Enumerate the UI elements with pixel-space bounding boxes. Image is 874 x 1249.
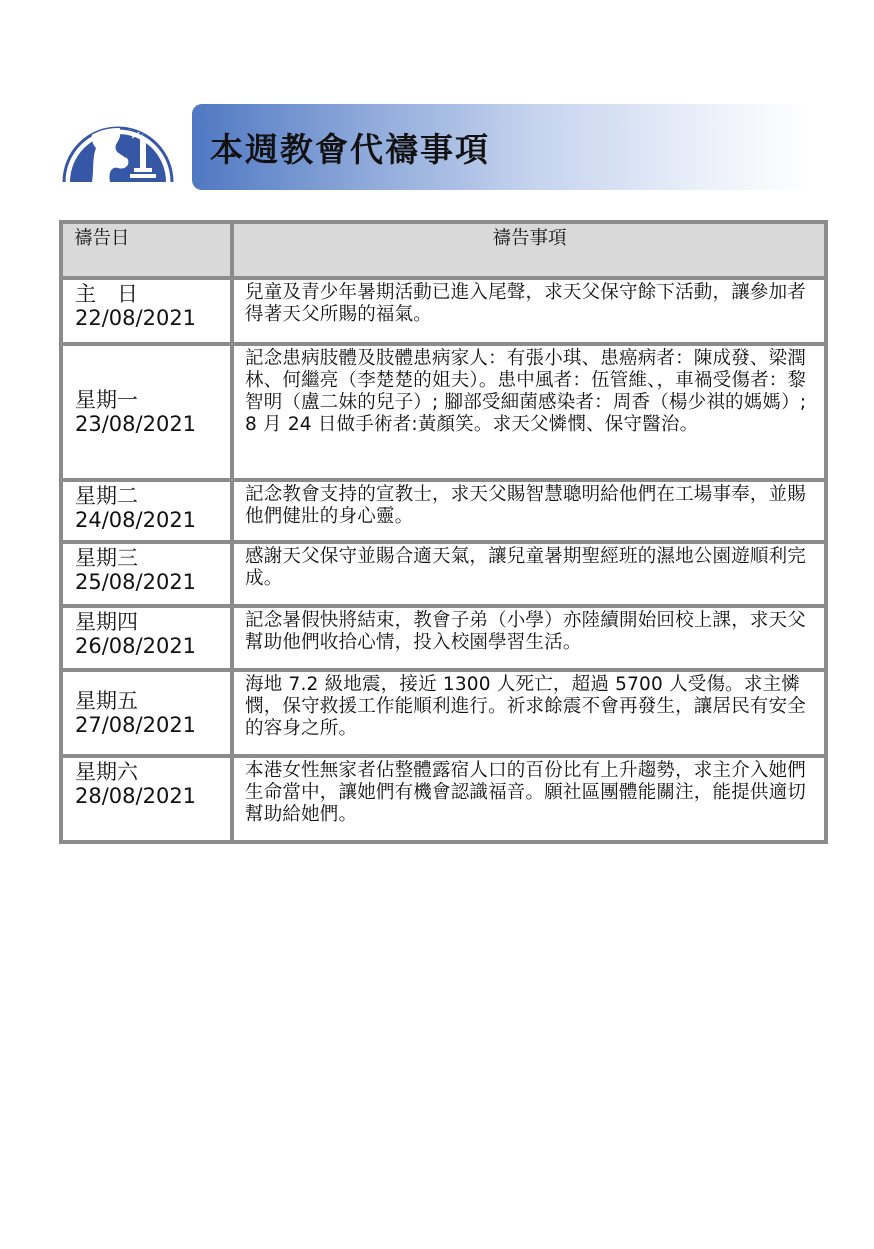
table-row	[61, 670, 826, 756]
day-name: 星期四	[75, 610, 138, 634]
prayer-item: 本港女性無家者佔整體露宿人口的百份比有上升趨勢，求主介入她們生命當中，讓她們有機會認識福音。願社區團體能關注，能提供適切幫助給她們。	[232, 756, 826, 842]
table-row	[61, 756, 826, 842]
title-banner	[192, 104, 812, 190]
column-header-item: 禱告事項	[232, 222, 826, 278]
day-name: 主 日	[75, 282, 138, 306]
column-header-day: 禱告日	[61, 222, 232, 278]
prayer-item: 海地 7.2 級地震，接近 1300 人死亡，超過 5700 人受傷。求主憐憫，保守救援工作能順利進行。祈求餘震不會再發生，讓居民有安全的容身之所。	[232, 670, 826, 756]
prayer-item: 感謝天父保守並賜合適天氣，讓兒童暑期聖經班的濕地公園遊順利完成。	[232, 542, 826, 606]
day-date: 25/08/2021	[75, 570, 197, 594]
day-cell	[61, 542, 232, 606]
prayer-item: 記念教會支持的宣教士，求天父賜智慧聰明給他們在工場事奉，並賜他們健壯的身心靈。	[232, 480, 826, 542]
prayer-item: 兒童及青少年暑期活動已進入尾聲，求天父保守餘下活動，讓參加者得著天父所賜的福氣。	[232, 278, 826, 344]
day-cell	[61, 670, 232, 756]
prayer-item: 記念患病肢體及肢體患病家人：有張小琪、患癌病者：陳成發、梁潤林、何繼亮（李楚楚的姐夫）。患中風者：伍管維、，車禍受傷者：黎智明（盧二妹的兒子）; 腳部受細菌感染者：周香（楊少祺的媽媽）; 8 月 24 日做手術者:黃顏笑。求天父憐憫、保守醫治。	[232, 344, 826, 480]
table-row	[61, 278, 826, 344]
day-name: 星期二	[75, 484, 138, 508]
day-name: 星期一	[75, 388, 138, 412]
day-date: 27/08/2021	[75, 713, 197, 737]
day-date: 26/08/2021	[75, 634, 197, 658]
table-row	[61, 606, 826, 670]
day-cell	[61, 344, 232, 480]
day-date: 23/08/2021	[75, 412, 197, 436]
day-cell	[61, 606, 232, 670]
prayer-table	[59, 220, 828, 844]
church-logo-icon	[62, 96, 174, 184]
day-name: 星期三	[75, 546, 138, 570]
day-date: 28/08/2021	[75, 784, 197, 808]
table-row	[61, 344, 826, 480]
table-row	[61, 542, 826, 606]
page-title: 本週教會代禱事項	[210, 130, 490, 169]
table-header-row	[61, 222, 826, 278]
prayer-item: 記念暑假快將結束，教會子弟（小學）亦陸續開始回校上課，求天父幫助他們收拾心情，投入校園學習生活。	[232, 606, 826, 670]
day-name: 星期六	[75, 760, 138, 784]
day-name: 星期五	[75, 689, 138, 713]
day-date: 24/08/2021	[75, 508, 197, 532]
day-cell	[61, 278, 232, 344]
table-row	[61, 480, 826, 542]
day-date: 22/08/2021	[75, 306, 197, 330]
day-cell	[61, 756, 232, 842]
day-cell	[61, 480, 232, 542]
